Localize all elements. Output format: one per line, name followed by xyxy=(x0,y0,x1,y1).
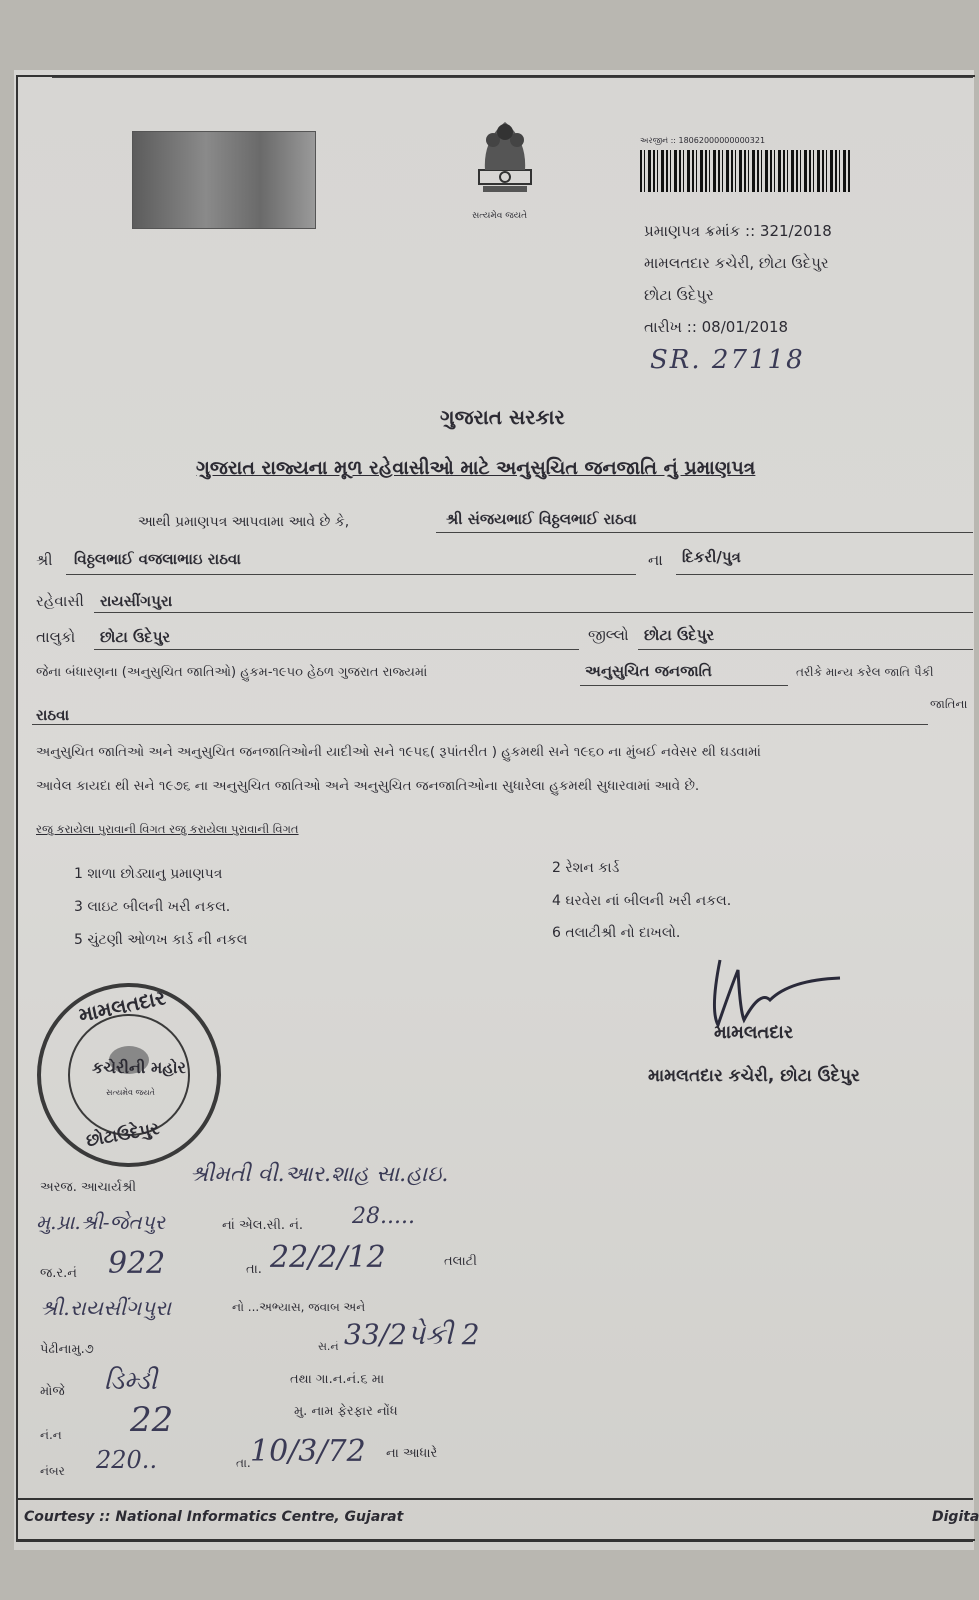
relation: દિકરી/પુત્ર xyxy=(682,548,741,566)
handwritten-reference: SR. 27118 xyxy=(650,345,805,375)
note-number: 220.. xyxy=(96,1446,158,1474)
note-jr-number: 922 xyxy=(108,1246,166,1281)
note-basis: ના આધારે xyxy=(386,1446,438,1461)
note-study-text: નો ...અભ્યાસ, જવાબ અને xyxy=(232,1300,366,1314)
note-date: 22/2/12 xyxy=(270,1240,386,1275)
taluka-label: તાલુકો xyxy=(36,628,76,646)
holder-name: શ્રી સંજયભાઈ વિઠ્ઠલભાઈ રાઠવા xyxy=(446,510,637,528)
application-number: અરજીનં :: 18062000000000321 xyxy=(640,136,766,145)
certificate-title: ગુજરાત રાજ્યના મૂળ રહેવાસીઓ માટે અનુસુચિત જનજાતિ નું પ્રમાણપત્ર xyxy=(196,457,756,479)
office-seal-stamp xyxy=(34,980,224,1170)
paragraph-line-2: આવેલ કાયદા થી સને ૧૯૭૬ ના અનુસુચિત જાતિઓ અને અનુસુચિત જનજાતિઓના સુધારેલા હુકમથી સુધારવામાં આવે છે. xyxy=(36,778,700,794)
holder-name-line xyxy=(436,532,973,533)
office-name: મામલતદાર કચેરી, છોટા ઉદેપુર xyxy=(644,254,829,272)
note-pedhinamu: પેઢીનામુ.૭ xyxy=(40,1342,94,1357)
applicant-photo xyxy=(132,131,316,229)
intro-text: આથી પ્રમાણપત્ર આપવામા આવે છે કે, xyxy=(138,514,350,530)
resident-label: રહેવાસી xyxy=(36,592,84,610)
office-place: છોટા ઉદેપુર xyxy=(644,286,714,304)
stamp-middle-text: કચેરીની મહોર xyxy=(92,1058,186,1077)
paragraph-line-1: અનુસુચિત જાતિઓ અને અનુસુચિત જનજાતિઓની યાદીઓ સને ૧૯૫૬( રૂપાંતરીત ) હુકમથી સને ૧૯૬૦ ના મુંબઈ નવેસર થી ઘડવામાં xyxy=(36,744,761,760)
caste-line xyxy=(32,724,928,725)
note-survey-number: 33/2પેકી 2 xyxy=(344,1318,480,1351)
stamp-motto: સત્યમેવ જયતે xyxy=(106,1088,155,1097)
relation-line xyxy=(676,574,973,575)
note-school-place: મુ.પ્રા.શ્રી-જેતપુર xyxy=(36,1210,165,1234)
note-moje-village: ડિમ્ડી xyxy=(104,1366,158,1396)
category-line xyxy=(580,685,788,686)
stamp-top-text: મામલતદાર xyxy=(76,985,168,1027)
stamp-bottom-text: છોટાઉદેપુર xyxy=(84,1118,161,1152)
category: અનુસુચિત જનજાતિ xyxy=(585,662,712,680)
documents-heading: રજુ કરાયેલા પુરાવાની વિગત રજુ કરાયેલા પુરાવાની વિગત xyxy=(36,822,299,836)
document-item: 6 તલાટીશ્રી નો દાખલો. xyxy=(552,925,681,941)
resident: રાયસીંગપુરા xyxy=(100,592,173,610)
note-village: શ્રી.રાયસીંગપુરા xyxy=(40,1296,171,1320)
note-record-text: તથા ગા.ન.નં.૬ મા xyxy=(290,1372,385,1387)
district-label: જીલ્લો xyxy=(588,626,629,644)
district: છોટા ઉદેપુર xyxy=(644,626,715,644)
father-name-line xyxy=(66,574,636,575)
government-title: ગુજરાત સરકાર xyxy=(440,405,565,429)
taluka: છોટા ઉદેપુર xyxy=(100,628,171,646)
signature-designation: મામલતદાર xyxy=(714,1022,794,1043)
order-text: જેના બંધારણના (અનુસુચિત જાતિઓ) હુકમ-૧૯૫૦ હેઠળ ગુજરાત રાજ્યમાં xyxy=(36,665,428,680)
shri-label: શ્રી xyxy=(36,551,53,569)
note-lc-label: નાં એલ.સી. નં. xyxy=(222,1218,304,1233)
top-rule xyxy=(52,77,973,78)
father-name: વિઠ્ઠલભાઈ વજલાભાઇ રાઠવા xyxy=(74,550,241,568)
note-nn-label: નં.ન xyxy=(40,1428,62,1442)
note-name-change: મુ. નામ ફેરફાર નોંધ xyxy=(294,1404,398,1419)
footer-courtesy: Courtesy :: National Informatics Centre, Gujarat xyxy=(24,1509,404,1525)
note-applicant-label: અરજ. આચાર્યશ્રી xyxy=(40,1180,137,1195)
certificate-border xyxy=(16,75,975,1541)
note-talati: તલાટી xyxy=(444,1254,477,1269)
footer-right: Digita xyxy=(932,1509,979,1525)
note-lc-number: 28..... xyxy=(352,1204,415,1229)
caste-suffix: જાતિના xyxy=(930,697,968,711)
note-jr-label: જ.ર.નં xyxy=(40,1266,77,1281)
note-nn-number: 22 xyxy=(130,1400,174,1440)
barcode xyxy=(640,150,850,192)
note-school-name: શ્રીમતી વી.આર.શાહ સા.હાઇ. xyxy=(190,1162,449,1187)
emblem-motto: સત્યમેવ જયતે xyxy=(472,211,528,221)
signature-office: મામલતદાર કચેરી, છોટા ઉદેપુર xyxy=(648,1066,860,1086)
resident-line xyxy=(94,612,973,613)
issue-date: તારીખ :: 08/01/2018 xyxy=(644,318,789,336)
certificate-number: પ્રમાણપત્ર ક્રમાંક :: 321/2018 xyxy=(644,222,832,240)
note-date2: 10/3/72 xyxy=(250,1434,366,1469)
note-date-label: તા. xyxy=(246,1262,262,1277)
caste: રાઠવા xyxy=(36,706,70,724)
note-survey-label: સ.નં xyxy=(318,1340,339,1353)
document-item: 2 રેશન કાર્ડ xyxy=(552,860,620,876)
na-label: ના xyxy=(648,551,663,569)
note-number-label: નંબર xyxy=(40,1464,65,1478)
document-item: 3 લાઇટ બીલની ખરી નકલ. xyxy=(74,899,231,915)
note-moje-label: મોજે xyxy=(40,1384,65,1399)
national-emblem-icon xyxy=(465,110,545,210)
document-item: 4 ઘરવેરા નાં બીલની ખરી નકલ. xyxy=(552,893,732,909)
document-item: 1 શાળા છોડ્યાનુ પ્રમાણપત્ર xyxy=(74,866,223,882)
taluka-line xyxy=(94,649,579,650)
recognized-text: તરીકે માન્ય કરેલ જાતિ પૈકી xyxy=(796,665,934,679)
note-date2-label: તા. xyxy=(236,1456,251,1470)
district-line xyxy=(638,649,973,650)
document-item: 5 ચુંટણી ઓળખ કાર્ડ ની નકલ xyxy=(74,932,248,948)
